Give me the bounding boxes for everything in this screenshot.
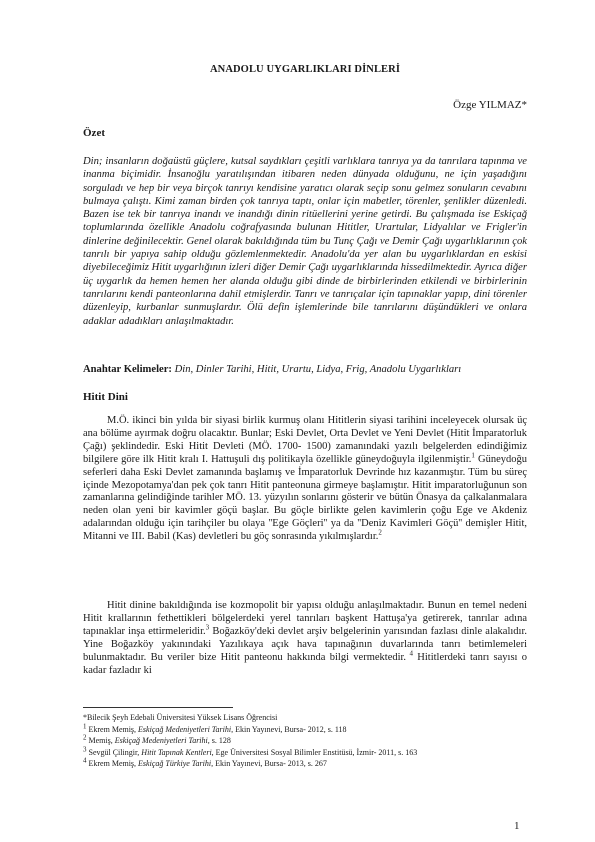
footnote-text: , Ekin Yayınevi, Bursa- 2013, s. 267: [211, 759, 327, 769]
section-heading: Hitit Dini: [83, 391, 128, 403]
footnote-text: Ekrem Memiş,: [86, 759, 139, 769]
keywords-line: [83, 364, 527, 375]
footnotes: [83, 712, 527, 770]
footnote-item: [83, 758, 527, 770]
footnote-ref[interactable]: 1: [471, 451, 475, 460]
footnote-text: , Ege Üniversitesi Sosyal Bilimler Enstitüsü, İzmir- 2011, s. 163: [211, 747, 418, 757]
footnote-item: [83, 721, 527, 736]
paragraph-text: Hitit dinine bakıldığında ise kozmopolit bir yapısı olduğu anlaşılmaktadır. Bunun en temel nedeni Hitit krallarının fethettikleri bölgelerdeki yerel tanrıları başkent Hattuşa'ya getirerek, tanrılar adına tapınaklar inşa ettirmeleridir.: [83, 600, 527, 637]
footnote-title: Eskiçağ Türkiye Tarihi: [138, 759, 212, 769]
paragraph-text: M.Ö. ikinci bin yılda bir siyasi birlik kurmuş olanı Hititlerin siyasi tarihini inceleyecek olursak üç ana bölüme ayırmak doğru olacaktır. Bunlar; Eski Devlet, Orta Devlet ve Yeni Devlet (Hitit İmparatorluk Çağı) şeklindedir. Eski Hitit Devleti (MÖ. 1700- 1500) zamanındaki yazılı belgelerden edindiğimiz bilgilere göre ilk Hitit kralı I. Hattuşuli dış politikayla özellikle güneydoğuyla ilgilenmiştir.: [83, 415, 527, 465]
keywords-value: Din, Dinler Tarihi, Hitit, Urartu, Lidya, Frig, Anadolu Uygarlıkları: [174, 364, 462, 375]
paragraph-text: Hititlerdeki tanrı sayısı o kadar fazladır ki: [83, 651, 528, 676]
footnote-text: , Ekin Yayınevi, Bursa- 2012, s. 118: [231, 724, 347, 734]
body-paragraph-2: [83, 600, 527, 677]
footnote-mark: 1: [83, 721, 87, 730]
footnote-text: Bilecik Şeyh Edebali Üniversitesi Yüksek Lisans Öğrencisi: [87, 713, 278, 722]
footnote-text: Ekrem Memiş,: [86, 724, 139, 734]
footnote-mark: 3: [83, 745, 87, 754]
footnote-item: [83, 747, 527, 759]
footnote-ref[interactable]: 2: [378, 528, 382, 537]
footnote-title: Eskiçağ Medeniyetleri Tarihi,: [114, 736, 210, 746]
page-number: 1: [514, 820, 520, 832]
footnote-item: [83, 712, 527, 724]
footnote-text: Sevgül Çilingir,: [86, 747, 142, 757]
footnote-mark: 4: [83, 756, 87, 765]
footnote-mark: 2: [83, 733, 87, 742]
footnote-ref[interactable]: 3: [205, 623, 210, 632]
footnote-mark: *: [83, 713, 87, 722]
paper-title: ANADOLU UYGARLIKLARI DİNLERİ: [209, 64, 401, 75]
footnote-text: s. 128: [209, 736, 231, 746]
footnote-text: Memiş,: [86, 736, 115, 746]
footnote-separator: [83, 707, 233, 708]
abstract-text: Din; insanların doğaüstü güçlere, kutsal saydıkları çeşitli varlıklara tanrıya ya da tanrılara tapınma ve inanma biçimidir. İnsanoğlu yaratılışından itibaren neden dünyada olduğunu, ne için yaşadığını sorguladı ve hep bir veya birçok tanrıyı kendisine yaratıcı olarak seçip sonu gelmez sonuların cevabını bulmaya çalıştı. Kimi zaman birden çok tanrıya taptı, onlar için mabetler, törenler, şenlikler düzenledi. Bazen ise tek bir tanrıya inandı ve inandığı dinin ritüellerini yerine getirdi. Bu çalışmada ise Eskiçağ toplumlarında özellikle Anadolu coğrafyasında bulunan Hititler, Urartular, Lidyalılar ve Frigler'in dinlerine değinilecektir. Genel olarak bakıldığında tüm bu Tunç Çağı ve Demir Çağı uygarlıklarının çok tanrılı bir yapıya sahip olduğu gözlemlenmektedir. Anadolu'da yer alan bu uygarlıklardan en eskisi diyebileceğimiz Hitit uygarlığının izleri diğer Demir Çağı uygarlıklarında hissedilmektedir. Ayrıca diğer üç uygarlık da hemen hemen her alanda olduğu gibi dinde de birbirlerinden etkilendi ve birbirlerinin tanrılarını kendi panteonlarına dahil etmişlerdir. Tanrı ve tanrıçalar için tapınaklar yapıp, dini törenler düzenleyip, kurbanlar sunmuşlardır. Ölü defin işlemlerinde bile tanrılarını düşündükleri ve onlara adaklar adadıkları anlaşılmaktadır.: [83, 156, 527, 327]
body-paragraph-1: [83, 415, 527, 544]
footnote-title: Hitit Tapınak Kentleri: [141, 747, 212, 757]
footnote-title: Eskiçağ Medeniyetleri Tarihi: [138, 724, 232, 734]
keywords-label: Anahtar Kelimeler:: [83, 364, 172, 375]
abstract-heading: Özet: [83, 127, 105, 139]
paragraph-text: Boğazköy'deki devlet arşiv belgelerinin yarısından fazlası dinle alakalıdır. Yine Boğazköy yakınındaki Yazılıkaya açık hava tapınağının duvarlarında tanrı betimlemeleri bulunmaktadır. Bu veriler bize Hitit panteonu hakkında bilgi vermektedir.: [83, 625, 527, 663]
paragraph-text: Güneydoğu seferleri daha Eski Devlet zamanında başlamış ve İmparatorluk Devrinde hız kazanmıştır. Tüm bu süreç içinde Mezopotamya'dan pek çok tanrı Hitit panteonuna girmeye başlamıştır. Hitit imparatorluğunun son zamanlarına gelindiğinde tarihler MÖ. 13. yüzyılın sonlarını gösterir ve bütün Önasya da çalkalanmalara neden olan yeni bir kavimler göçü başlar. Bu göçle birlikte gelen kavimlerin çoğu Ege ve Akdeniz adalarından olduğu için tarihçiler bu olaya ''Ege Göçleri'' ya da ''Deniz Kavimleri Göçü'' demişler Hitit, Mitanni ve III. Babil (Kas) devletleri bu göç sonrasında yıkılmışlardır.: [83, 453, 527, 543]
footnote-item: [83, 735, 527, 747]
footnote-ref[interactable]: 4: [406, 649, 413, 658]
author-name: Özge YILMAZ*: [453, 99, 527, 111]
